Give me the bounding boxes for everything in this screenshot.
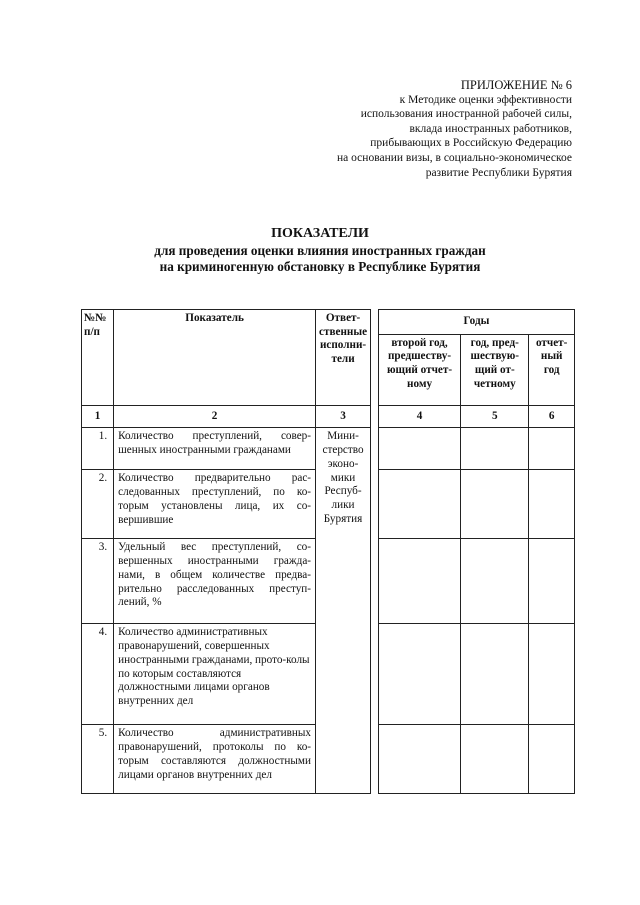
value-cell — [378, 470, 460, 539]
header-row — [82, 310, 575, 335]
row-indicator: Количество предварительно рас-следованных преступлений, по ко-торым установлены лица, их со-вершившие — [114, 470, 316, 539]
appendix-block — [272, 78, 572, 180]
column-gap — [371, 405, 379, 428]
value-cell — [378, 725, 460, 794]
appendix-line: к Методике оценки эффективности — [399, 93, 572, 106]
value-cell — [529, 624, 575, 725]
value-cell — [461, 428, 529, 470]
column-gap — [371, 470, 379, 539]
column-gap — [371, 539, 379, 624]
row-indicator: Количество административных правонарушений, совершенных иностранными гражданами, прото-колы по которым составляются должностными лицами органов внутренних дел — [114, 624, 316, 725]
column-number: 2 — [114, 405, 316, 428]
value-cell — [461, 470, 529, 539]
row-number: 2. — [82, 470, 114, 539]
row-number: 5. — [82, 725, 114, 794]
indicators-table — [81, 309, 575, 794]
heading-subtitle-line: для проведения оценки влияния иностранных граждан — [154, 242, 486, 258]
value-cell — [461, 624, 529, 725]
column-number-row — [82, 405, 575, 428]
row-number: 1. — [82, 428, 114, 470]
appendix-line: на основании визы, в социально-экономическое — [337, 151, 572, 164]
row-number: 4. — [82, 624, 114, 725]
column-number: 1 — [82, 405, 114, 428]
table-row — [82, 428, 575, 470]
header-year-second-before: второй год, предшеству-ющий отчет-ному — [378, 334, 460, 405]
value-cell — [378, 624, 460, 725]
value-cell — [461, 725, 529, 794]
responsible-executor: Мини-стерство эконо-мики Респуб-лики Бурятия — [316, 428, 371, 794]
header-num: №№ п/п — [82, 310, 114, 406]
column-number: 3 — [316, 405, 371, 428]
row-number: 3. — [82, 539, 114, 624]
value-cell — [529, 725, 575, 794]
value-cell — [529, 428, 575, 470]
value-cell — [378, 539, 460, 624]
appendix-line: использования иностранной рабочей силы, — [360, 108, 572, 121]
document-heading — [0, 226, 640, 276]
heading-subtitle-line: на криминогенную обстановку в Республике Бурятия — [159, 259, 481, 274]
appendix-line: вклада иностранных работников, — [409, 122, 572, 135]
appendix-title: ПРИЛОЖЕНИЕ № 6 — [460, 78, 572, 92]
header-year-report: отчет-ный год — [529, 334, 575, 405]
value-cell — [378, 428, 460, 470]
header-responsible: Ответ-ственные исполни-тели — [316, 310, 371, 406]
value-cell — [529, 539, 575, 624]
column-gap — [371, 428, 379, 470]
column-number: 4 — [378, 405, 460, 428]
row-indicator: Удельный вес преступлений, со-вершенных иностранными гражда-нами, в общем количестве предва-рительно расследованных преступ-лений, % — [114, 539, 316, 624]
value-cell — [529, 470, 575, 539]
column-gap — [371, 624, 379, 725]
column-gap — [371, 310, 379, 406]
header-year-before: год, пред-шествую-щий от-четному — [461, 334, 529, 405]
column-number: 6 — [529, 405, 575, 428]
header-indicator: Показатель — [114, 310, 316, 406]
row-indicator: Количество преступлений, совер-шенных иностранными гражданами — [114, 428, 316, 470]
column-number: 5 — [461, 405, 529, 428]
column-gap — [371, 725, 379, 794]
row-indicator: Количество административных правонарушений, протоколы по ко-торым составляются должностными лицами органов внутренних дел — [114, 725, 316, 794]
value-cell — [461, 539, 529, 624]
header-years: Годы — [378, 310, 574, 335]
heading-title: ПОКАЗАТЕЛИ — [271, 226, 369, 241]
appendix-line: развитие Республики Бурятия — [425, 166, 572, 179]
appendix-line: прибывающих в Российскую Федерацию — [370, 137, 572, 150]
